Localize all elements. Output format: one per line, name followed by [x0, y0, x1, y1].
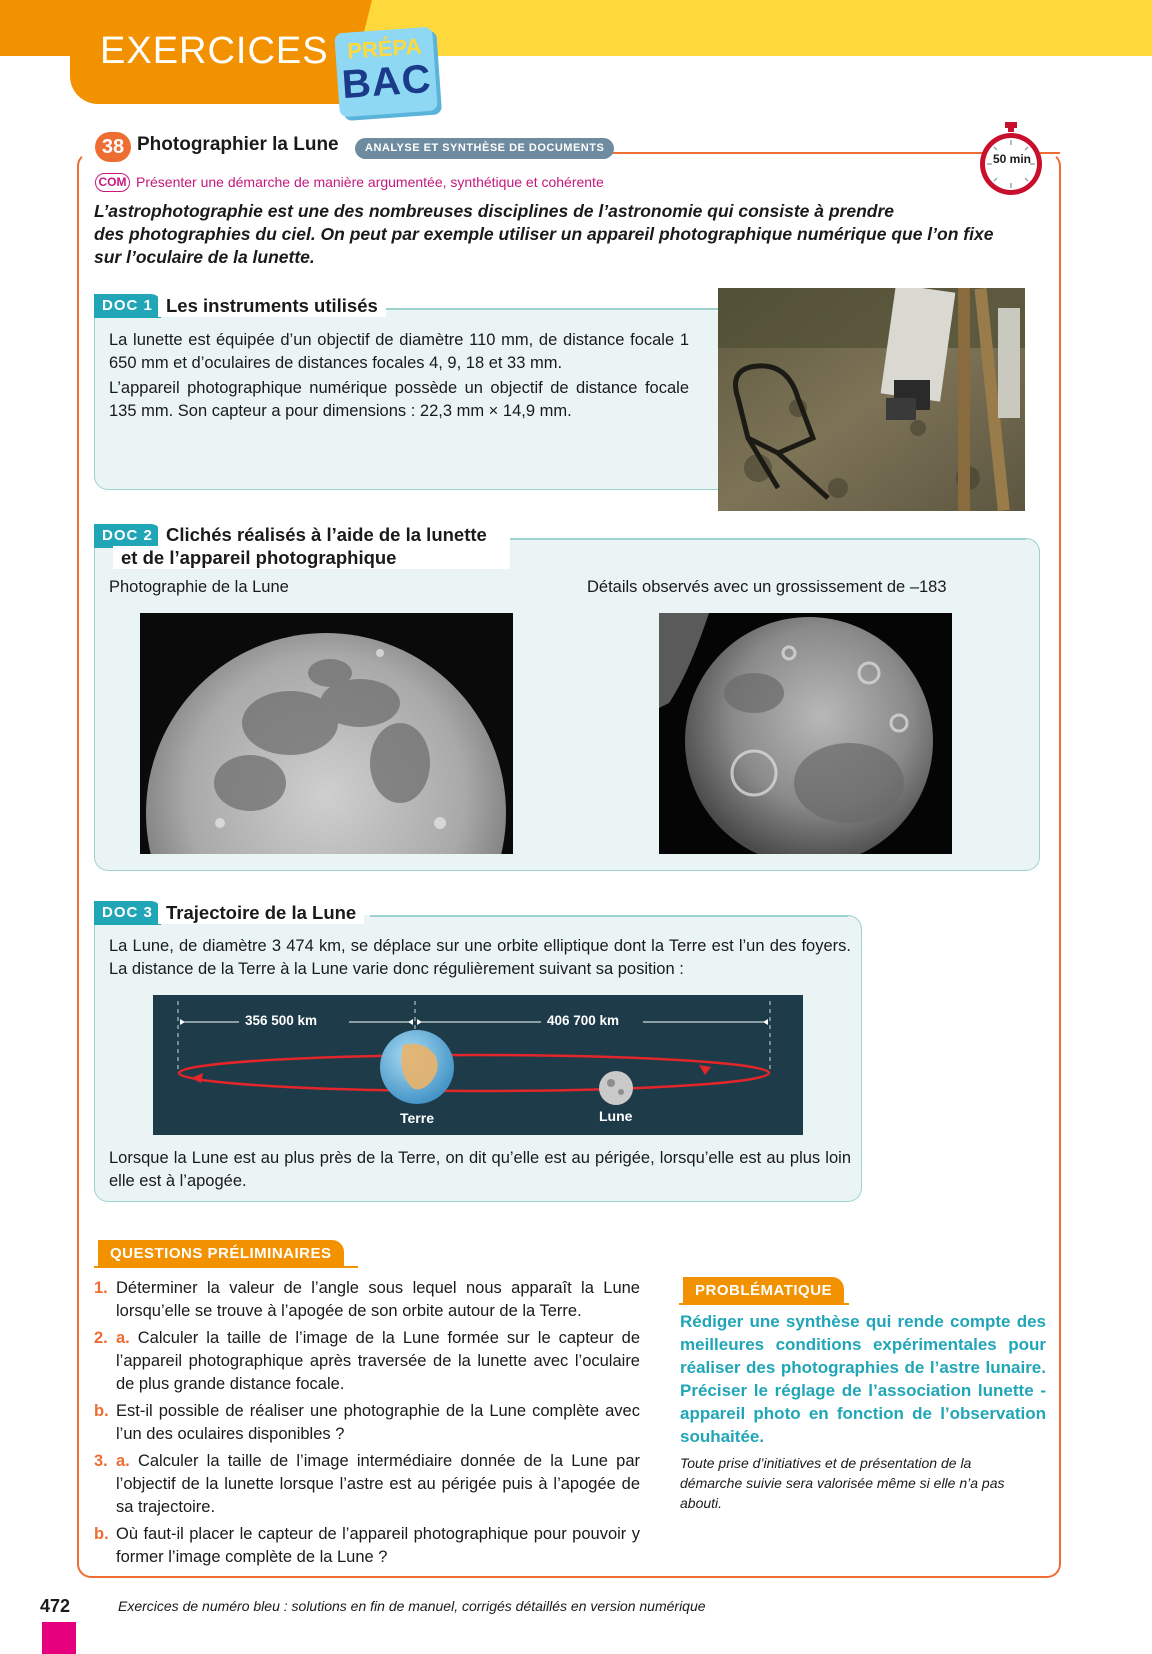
question-item — [94, 1450, 640, 1519]
doc2-title-line2: et de l’appareil photographique — [113, 546, 510, 569]
full-moon-photo — [140, 613, 513, 854]
exercise-title: Photographier la Lune — [137, 134, 339, 155]
distance-apogee-label: 406 700 km — [547, 1013, 620, 1028]
problematique-banner: PROBLÉMATIQUE — [683, 1277, 844, 1304]
question-sub-letter: a. — [116, 1452, 130, 1470]
section-title: EXERCICES — [100, 30, 329, 72]
problematique-note: Toute prise d’initiatives et de présentation de la démarche suivie sera valorisée même si elle n’a pas abouti. — [680, 1455, 1005, 1511]
doc2-caption-left: Photographie de la Lune — [109, 578, 289, 596]
question-number: b. — [94, 1402, 109, 1420]
footer-note: Exercices de numéro bleu : solutions en fin de manuel, corrigés détaillés en version numérique — [118, 1598, 706, 1614]
doc3-label: DOC 3 — [94, 901, 161, 925]
doc3-paragraph-1: La Lune, de diamètre 3 474 km, se déplace sur une orbite elliptique dont la Terre est l’un des foyers. La distance de la Terre à la Lune varie donc régulièrement suivant sa position : — [109, 937, 851, 978]
question-item — [94, 1327, 640, 1396]
question-item — [94, 1523, 640, 1569]
doc1-label: DOC 1 — [94, 294, 161, 318]
question-number: b. — [94, 1525, 109, 1543]
badge-bottom-text: BAC — [340, 56, 433, 108]
question-text: Déterminer la valeur de l’angle sous lequel nous apparaît la Lune lorsqu’elle se trouve à l’apogée de son orbite autour de la Terre. — [116, 1279, 640, 1320]
prepa-bac-badge — [334, 27, 438, 118]
question-item — [94, 1277, 640, 1323]
questions-banner: QUESTIONS PRÉLIMINAIRES — [98, 1240, 344, 1267]
doc3-paragraph-2: Lorsque la Lune est au plus près de la Terre, on dit qu’elle est au périgée, lorsqu’elle est au plus loin elle est à l’apogée. — [109, 1149, 851, 1190]
earth-label: Terre — [400, 1110, 434, 1126]
doc3-top-rule — [370, 915, 848, 917]
moon-label: Lune — [599, 1108, 633, 1124]
doc3-title: Trajectoire de la Lune — [158, 901, 364, 924]
badge-top-text: PRÉPA — [346, 33, 423, 64]
com-badge: COM — [95, 173, 130, 192]
doc2-caption-right: Détails observés avec un grossissement de –183 — [587, 578, 947, 596]
moon-detail-photo — [659, 613, 952, 854]
exercise-tag: ANALYSE ET SYNTHÈSE DE DOCUMENTS — [355, 138, 614, 159]
question-text: Est-il possible de réaliser une photographie de la Lune complète avec l’un des oculaires disponibles ? — [116, 1402, 640, 1443]
question-number: 1. — [94, 1279, 108, 1297]
doc1-paragraph-1: La lunette est équipée d’un objectif de diamètre 110 mm, de distance focale 1 650 mm et d’oculaires de distances focales 4, 9, 18 et 33 mm. — [109, 331, 689, 372]
frame-top-line — [575, 152, 988, 154]
question-text: Calculer la taille de l’image intermédiaire donnée de la Lune par l’objectif de la lunette lorsque l’astre est au périgée puis à l’apogée de sa trajectoire. — [116, 1452, 640, 1516]
question-sub-letter: a. — [116, 1329, 130, 1347]
timer-label: 50 min — [992, 152, 1031, 166]
doc1-paragraph-2: L’appareil photographique numérique possède un objectif de distance focale 135 mm. Son capteur a pour dimensions : 22,3 mm × 14,9 mm. — [109, 379, 689, 420]
doc2-top-rule — [510, 538, 1026, 540]
intro-line: L’astrophotographie est une des nombreuses disciplines de l’astronomie qui consiste à prendre — [94, 201, 894, 221]
intro-line: sur l’oculaire de la lunette. — [94, 247, 315, 267]
question-text: Où faut-il placer le capteur de l’appareil photographique pour pouvoir y former l’image complète de la Lune ? — [116, 1525, 640, 1566]
doc2-title-line1: Clichés réalisés à l’aide de la lunette — [158, 523, 510, 546]
exercise-number: 38 — [95, 132, 131, 162]
telescope-photo — [718, 288, 1025, 511]
questions-list — [94, 1277, 640, 1573]
question-number: 2. — [94, 1329, 108, 1347]
com-competence-text: Présenter une démarche de manière argumentée, synthétique et cohérente — [136, 174, 604, 190]
page-marker — [42, 1622, 76, 1654]
doc1-title: Les instruments utilisés — [158, 294, 386, 317]
intro-line: des photographies du ciel. On peut par exemple utiliser un appareil photographique numérique que l’on fixe — [94, 224, 994, 244]
distance-perigee-label: 356 500 km — [245, 1013, 318, 1028]
questions-banner-rule — [94, 1266, 358, 1268]
question-text: Calculer la taille de l’image de la Lune formée sur le capteur de l’appareil photographique après traversée de la lunette avec l’oculaire de plus grande distance focale. — [116, 1329, 640, 1393]
problematique-text: Rédiger une synthèse qui rende compte des meilleures conditions expérimentales pour réaliser des photographies de l’astre lunaire. Préciser le réglage de l’association lunette - appareil photo en fonction de l’observation souhaitée. — [680, 1312, 1046, 1446]
doc1-top-rule — [380, 308, 736, 310]
doc2-label: DOC 2 — [94, 524, 161, 548]
question-number: 3. — [94, 1452, 108, 1470]
question-item — [94, 1400, 640, 1446]
page-number: 472 — [40, 1596, 71, 1616]
orbit-diagram — [153, 995, 803, 1135]
intro-paragraph — [94, 200, 1024, 269]
problematique-banner-rule — [679, 1303, 849, 1305]
